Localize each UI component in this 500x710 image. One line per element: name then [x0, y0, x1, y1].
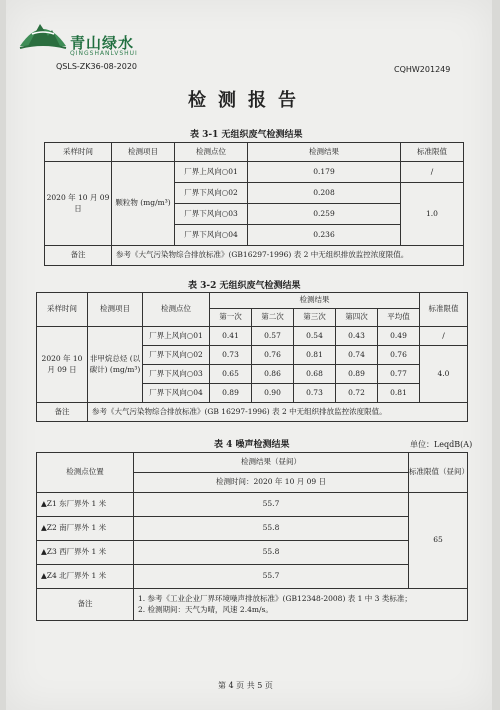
t32-cell: 0.89 [336, 365, 378, 384]
t32-cell: 0.43 [336, 327, 378, 346]
t4-h-result: 检测结果（昼间） [134, 453, 409, 473]
t32-sub-avg: 平均值 [378, 309, 420, 327]
t31-result: 0.179 [248, 162, 401, 183]
t31-h-time: 采样时间 [45, 143, 112, 162]
t32-cell: 0.73 [210, 346, 252, 365]
t31-point: 厂界下风向○04 [175, 225, 248, 246]
page-title: 检测报告 [188, 90, 308, 111]
t31-item: 颗粒物 (mg/m³) [112, 162, 175, 246]
table4-unit: 单位：LeqdB(A) [410, 440, 473, 449]
report-id: CQHW201249 [394, 65, 451, 74]
t32-sub-2: 第二次 [252, 309, 294, 327]
t4-note [134, 589, 468, 621]
table4-caption: 表 4 噪声检测结果 [214, 440, 290, 450]
t32-cell: 0.73 [294, 384, 336, 403]
t4-h-limit: 标准限值（昼间） [409, 453, 468, 493]
t32-point: 厂界下风向○03 [143, 365, 210, 384]
t4-note-line-1: 1. 参考《工业企业厂界环境噪声排放标准》(GB12348-2008) 表 1 中 3 类标准； [138, 594, 412, 604]
page-number: 第 4 页 共 5 页 [218, 681, 273, 690]
t32-cell: 0.72 [336, 384, 378, 403]
t31-note: 参考《大气污染物综合排放标准》(GB16297-1996) 表 2 中无组织排放监控浓度限值。 [112, 246, 464, 266]
t32-limit-upwind: / [420, 327, 468, 346]
t32-point: 厂界下风向○04 [143, 384, 210, 403]
t4-limit: 65 [409, 493, 468, 589]
t32-sub-4: 第四次 [336, 309, 378, 327]
t32-cell: 0.54 [294, 327, 336, 346]
t32-cell: 0.41 [210, 327, 252, 346]
t32-h-time: 采样时间 [37, 293, 88, 327]
t32-cell: 0.49 [378, 327, 420, 346]
table31-caption: 表 3-1 无组织废气检测结果 [190, 130, 303, 140]
t32-cell: 0.68 [294, 365, 336, 384]
t32-point: 厂界上风向○01 [143, 327, 210, 346]
report-page [6, 0, 492, 710]
t32-cell: 0.89 [210, 384, 252, 403]
t32-cell: 0.76 [378, 346, 420, 365]
t4-note-line-2: 2. 检测期间：天气为晴，风速 2.4m/s。 [138, 604, 273, 614]
t31-h-result: 检测结果 [248, 143, 401, 162]
table32 [36, 292, 468, 422]
t4-value: 55.7 [134, 493, 409, 517]
t31-point: 厂界上风向○01 [175, 162, 248, 183]
t32-note-label: 备注 [37, 403, 88, 422]
t32-h-point: 检测点位 [143, 293, 210, 327]
t32-cell: 0.74 [336, 346, 378, 365]
t32-sub-3: 第三次 [294, 309, 336, 327]
table4 [36, 452, 468, 621]
t32-item: 非甲烷总烃 (以碳计) (mg/m³) [88, 327, 143, 403]
t32-cell: 0.77 [378, 365, 420, 384]
t32-note: 参考《大气污染物综合排放标准》(GB 16297-1996) 表 2 中无组织排放监控浓度限值。 [88, 403, 468, 422]
t32-cell: 0.76 [252, 346, 294, 365]
t32-cell: 0.86 [252, 365, 294, 384]
t32-cell: 0.57 [252, 327, 294, 346]
t32-cell: 0.65 [210, 365, 252, 384]
t4-note-label: 备注 [37, 589, 134, 621]
t4-value: 55.7 [134, 565, 409, 589]
t32-h-item: 检测项目 [88, 293, 143, 327]
t31-limit-downwind: 1.0 [401, 183, 464, 246]
t31-sample-time: 2020 年 10 月 09 日 [45, 162, 112, 246]
t4-point: ▲Z1 东厂界外 1 米 [37, 493, 134, 517]
t4-point: ▲Z4 北厂界外 1 米 [37, 565, 134, 589]
logo-subtitle: QINGSHANLVSHUI [70, 50, 138, 57]
t4-point: ▲Z2 南厂界外 1 米 [37, 517, 134, 541]
doc-code: QSLS-ZK36-08-2020 [56, 62, 138, 71]
t4-value: 55.8 [134, 517, 409, 541]
t4-value: 55.8 [134, 541, 409, 565]
t32-sub-1: 第一次 [210, 309, 252, 327]
t31-h-limit: 标准限值 [401, 143, 464, 162]
t32-point: 厂界下风向○02 [143, 346, 210, 365]
t31-note-label: 备注 [45, 246, 112, 266]
t4-point: ▲Z3 西厂界外 1 米 [37, 541, 134, 565]
t31-point: 厂界下风向○03 [175, 204, 248, 225]
t4-h-time: 检测时间：2020 年 10 月 09 日 [134, 473, 409, 493]
t31-result: 0.259 [248, 204, 401, 225]
t32-limit-downwind: 4.0 [420, 346, 468, 403]
t31-h-item: 检测项目 [112, 143, 175, 162]
t32-cell: 0.81 [378, 384, 420, 403]
table31 [44, 142, 464, 266]
t32-h-limit: 标准限值 [420, 293, 468, 327]
mountain-logo-icon [18, 10, 68, 52]
t32-cell: 0.90 [252, 384, 294, 403]
table32-caption: 表 3-2 无组织废气检测结果 [188, 281, 301, 291]
t31-result: 0.208 [248, 183, 401, 204]
t32-sample-time: 2020 年 10 月 09 日 [37, 327, 88, 403]
t32-cell: 0.81 [294, 346, 336, 365]
t31-limit-upwind: / [401, 162, 464, 183]
t31-h-point: 检测点位 [175, 143, 248, 162]
logo-name: 青山绿水 [70, 34, 135, 52]
t32-h-result: 检测结果 [210, 293, 420, 309]
t4-h-point: 检测点位置 [37, 453, 134, 493]
t31-point: 厂界下风向○02 [175, 183, 248, 204]
t31-result: 0.236 [248, 225, 401, 246]
